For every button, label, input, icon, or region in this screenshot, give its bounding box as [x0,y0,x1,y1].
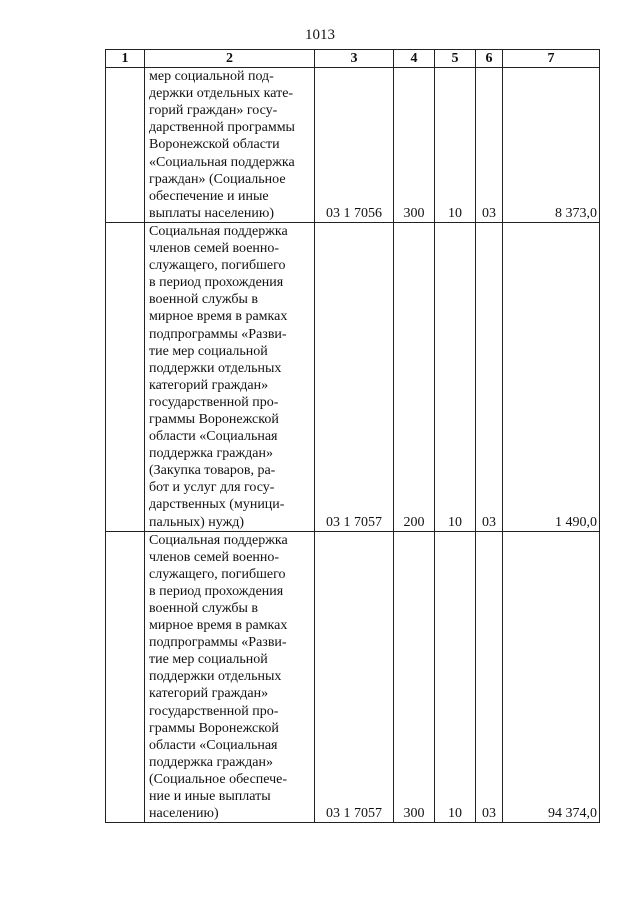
row-amount: 94 374,0 [503,531,600,823]
budget-table [105,49,600,823]
column-header-2: 2 [145,50,315,68]
page-number: 1013 [305,27,335,43]
row-amount: 8 373,0 [503,68,600,223]
row-section: 10 [435,531,476,823]
row-target-code: 03 1 7057 [315,531,394,823]
column-header-7: 7 [503,50,600,68]
table-row [106,531,600,823]
row-amount: 1 490,0 [503,222,600,531]
column-header-6: 6 [476,50,503,68]
row-index-cell [106,222,145,531]
row-section: 10 [435,68,476,223]
column-header-5: 5 [435,50,476,68]
row-target-code: 03 1 7057 [315,222,394,531]
row-index-cell [106,531,145,823]
row-subsection: 03 [476,531,503,823]
row-subsection: 03 [476,68,503,223]
row-expense-type: 300 [394,531,435,823]
column-header-1: 1 [106,50,145,68]
table-row [106,68,600,223]
row-description: Социальная поддержка членов семей военно- служащего, погибшего в период прохождения военной службы в мирное время в рамках подпрограммы «Разви- тие мер социальной поддержки отдельных категорий граждан» государственной про- граммы Воронежской области «Социальная поддержка граждан» (Закупка товаров, ра- бот и услуг для госу- дарственных (муници- пальных) нужд) [145,222,315,531]
column-header-3: 3 [315,50,394,68]
row-expense-type: 200 [394,222,435,531]
column-header-4: 4 [394,50,435,68]
row-target-code: 03 1 7056 [315,68,394,223]
row-description: Социальная поддержка членов семей военно- служащего, погибшего в период прохождения военной службы в мирное время в рамках подпрограммы «Разви- тие мер социальной поддержки отдельных категорий граждан» государственной про- граммы Воронежской области «Социальная поддержка граждан» (Социальное обеспече- ние и иные выплаты населению) [145,531,315,823]
row-subsection: 03 [476,222,503,531]
row-description: мер социальной под- держки отдельных кате- горий граждан» госу- дарственной программы Воронежской области «Социальная поддержка граждан» (Социальное обеспечение и иные выплаты населению) [145,68,315,223]
table-header-row [106,50,600,68]
table-row [106,222,600,531]
row-expense-type: 300 [394,68,435,223]
row-section: 10 [435,222,476,531]
row-index-cell [106,68,145,223]
